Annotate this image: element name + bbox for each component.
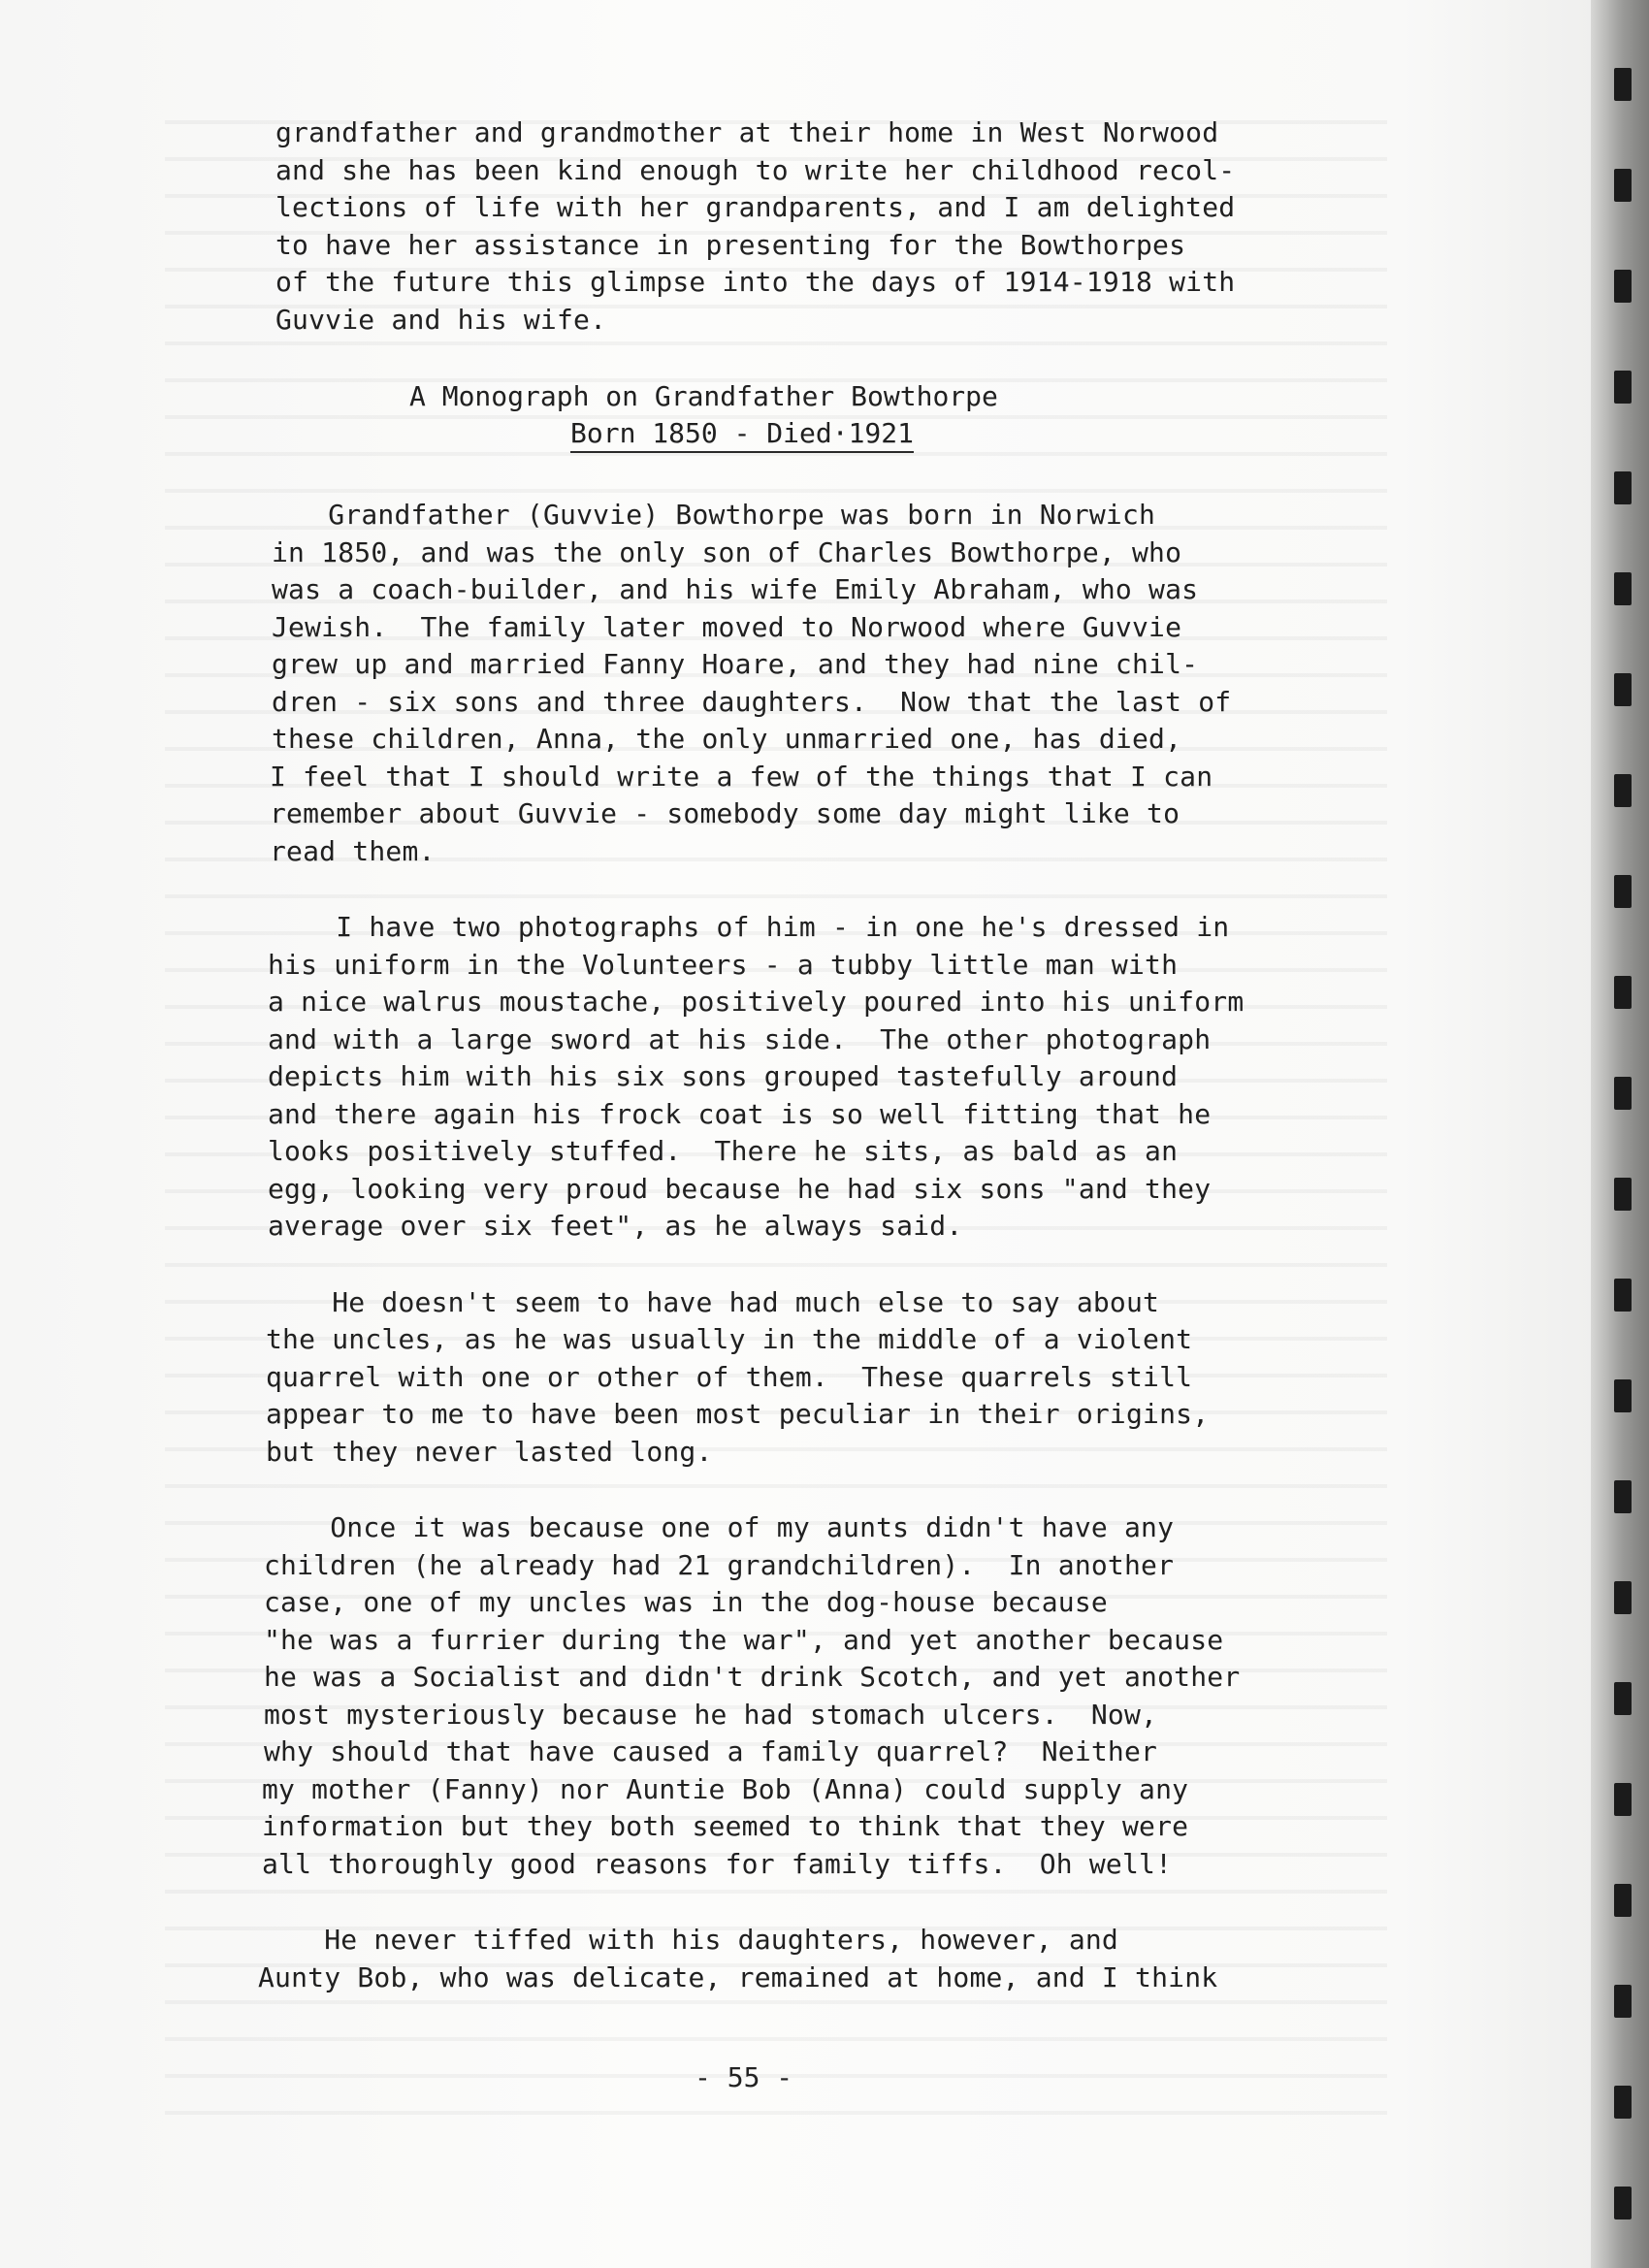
body-text xyxy=(262,114,1426,339)
text-line: and she has been kind enough to write her childhood recol- xyxy=(275,153,1236,186)
binding-hole xyxy=(1614,1480,1632,1513)
text-line: Grandfather (Guvvie) Bowthorpe was born in Norwich xyxy=(262,499,1156,531)
text-line: lections of life with her grandparents, and I am delighted xyxy=(275,191,1236,223)
text-line: I feel that I should write a few of the things that I can xyxy=(270,760,1213,793)
monograph-dates xyxy=(570,417,914,449)
text-line: and with a large sword at his side. The other photograph xyxy=(268,1022,1212,1055)
binding-hole xyxy=(1614,2187,1632,2219)
text-line: depicts him with his six sons grouped tastefully around xyxy=(268,1060,1179,1092)
binding-hole xyxy=(1614,1279,1632,1312)
dates-underlined: Born 1850 - Died·1921 xyxy=(570,417,914,453)
text-line: a nice walrus moustache, positively poured into his uniform xyxy=(268,986,1245,1018)
text-line: I have two photographs of him - in one he's dressed in xyxy=(270,911,1230,943)
text-line: my mother (Fanny) nor Auntie Bob (Anna) could supply any xyxy=(262,1772,1189,1805)
text-line: he was a Socialist and didn't drink Scotch, and yet another xyxy=(264,1661,1241,1693)
binding-hole xyxy=(1614,68,1632,101)
binding-hole xyxy=(1614,572,1632,605)
text-line: Guvvie and his wife. xyxy=(275,303,607,336)
text-line: his uniform in the Volunteers - a tubby little man with xyxy=(268,948,1179,981)
text-line: but they never lasted long. xyxy=(266,1435,713,1468)
text-line: grandfather and grandmother at their home in West Norwood xyxy=(275,116,1219,148)
text-line: all thoroughly good reasons for family tiffs. Oh well! xyxy=(262,1847,1173,1880)
text-line: information but they both seemed to think that they were xyxy=(262,1810,1189,1842)
text-line: these children, Anna, the only unmarried one, has died, xyxy=(272,723,1182,755)
binding-hole xyxy=(1614,673,1632,706)
intro-paragraph xyxy=(262,114,1426,339)
text-line: read them. xyxy=(270,834,436,867)
binding-hole xyxy=(1614,1077,1632,1110)
paragraph-quarrels xyxy=(262,1509,1426,1883)
paragraph-photographs xyxy=(262,909,1426,1246)
text-line: grew up and married Fanny Hoare, and they had nine chil- xyxy=(272,648,1199,680)
text-line: to have her assistance in presenting for the Bowthorpes xyxy=(275,228,1186,261)
paragraph-gap xyxy=(262,1471,1426,1509)
binding-hole xyxy=(1614,1379,1632,1412)
monograph-title: A Monograph on Grandfather Bowthorpe xyxy=(409,380,998,412)
text-line: egg, looking very proud because he had six sons "and they xyxy=(268,1172,1212,1205)
text-line: He never tiffed with his daughters, however, and xyxy=(258,1924,1118,1956)
binding-hole xyxy=(1614,1985,1632,2018)
binding-hole xyxy=(1614,1884,1632,1917)
paragraph-daughters xyxy=(258,1922,1426,1996)
text-line: why should that have caused a family quarrel? Neither xyxy=(264,1735,1158,1767)
text-line: case, one of my uncles was in the dog-house because xyxy=(264,1586,1108,1618)
paragraph-gap xyxy=(262,1246,1426,1284)
text-line: children (he already had 21 grandchildren). In another xyxy=(264,1548,1175,1581)
text-line: remember about Guvvie - somebody some day might like to xyxy=(270,797,1180,829)
binding-hole xyxy=(1614,2086,1632,2119)
binding-hole xyxy=(1614,270,1632,303)
body-text-main xyxy=(258,497,1426,1996)
binding-hole xyxy=(1614,875,1632,908)
binding-hole xyxy=(1614,774,1632,807)
binding-hole xyxy=(1614,169,1632,202)
text-line: was a coach-builder, and his wife Emily Abraham, who was xyxy=(272,573,1199,605)
page-number: - 55 - xyxy=(695,2061,793,2093)
paragraph-gap xyxy=(262,1883,1426,1922)
binding-hole xyxy=(1614,976,1632,1009)
paragraph-gap xyxy=(262,870,1426,909)
text-line: and there again his frock coat is so well fitting that he xyxy=(268,1097,1212,1130)
paragraph-birth xyxy=(262,497,1426,870)
text-line: appear to me to have been most peculiar in their origins, xyxy=(266,1398,1210,1430)
text-line: looks positively stuffed. There he sits, as bald as an xyxy=(268,1135,1179,1167)
binding-hole xyxy=(1614,1581,1632,1614)
text-line: of the future this glimpse into the days of 1914-1918 with xyxy=(275,266,1236,298)
text-line: Once it was because one of my aunts didn't have any xyxy=(264,1511,1175,1543)
binding-hole xyxy=(1614,1178,1632,1211)
binding-hole xyxy=(1614,1783,1632,1816)
binding-hole xyxy=(1614,1682,1632,1715)
binding-hole xyxy=(1614,371,1632,404)
binding-hole xyxy=(1614,471,1632,504)
text-line: in 1850, and was the only son of Charles Bowthorpe, who xyxy=(272,535,1182,568)
text-line: quarrel with one or other of them. These quarrels still xyxy=(266,1360,1193,1393)
text-line: most mysteriously because he had stomach ulcers. Now, xyxy=(264,1698,1158,1731)
text-line: Jewish. The family later moved to Norwood where Guvvie xyxy=(272,610,1182,643)
text-line: dren - six sons and three daughters. Now that the last of xyxy=(272,685,1232,718)
paragraph-uncles xyxy=(262,1284,1426,1472)
text-line: He doesn't seem to have had much else to say about xyxy=(266,1285,1160,1318)
text-line: Aunty Bob, who was delicate, remained at home, and I think xyxy=(258,1960,1218,1993)
text-line: "he was a furrier during the war", and yet another because xyxy=(264,1623,1224,1656)
spiral-binding xyxy=(1591,0,1649,2268)
text-line: the uncles, as he was usually in the middle of a violent xyxy=(266,1323,1193,1355)
text-line: average over six feet", as he always said. xyxy=(268,1210,963,1242)
